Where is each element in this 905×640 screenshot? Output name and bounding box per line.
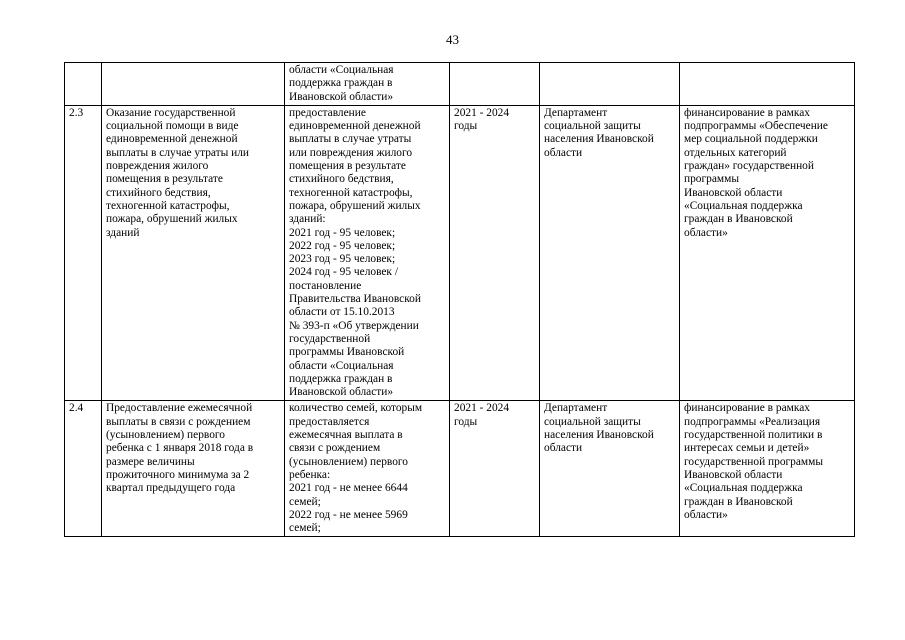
cell-text-line: пожара, обрушений жилых bbox=[289, 199, 421, 212]
period-cell bbox=[450, 105, 540, 401]
row-number-cell bbox=[65, 401, 102, 537]
cell-text-line: зданий: bbox=[289, 213, 326, 226]
page-number: 43 bbox=[446, 32, 459, 47]
cell-text-line: или повреждения жилого bbox=[289, 146, 413, 159]
cell-text-line: области» bbox=[684, 226, 728, 239]
cell-text-line: 2.3 bbox=[69, 106, 84, 119]
cell-text-line: ребенка: bbox=[289, 468, 331, 481]
table-row bbox=[65, 63, 855, 106]
cell-text-line: № 393-п «Об утверждении bbox=[289, 319, 419, 332]
cell-text-line: ежемесячная выплата в bbox=[289, 429, 403, 442]
cell-text-line: единовременной денежной bbox=[106, 133, 238, 146]
cell-text-line: подпрограммы «Реализация bbox=[684, 415, 821, 428]
table-row bbox=[65, 401, 855, 537]
cell-text-line: техногенной катастрофы, bbox=[289, 186, 413, 199]
cell-text-line: социальной помощи в виде bbox=[106, 120, 239, 133]
cell-text-line: Оказание государственной bbox=[106, 106, 236, 119]
cell-text-line: граждан в Ивановской bbox=[684, 495, 793, 508]
funding-source-cell bbox=[680, 63, 855, 106]
cell-text-line: Ивановской области» bbox=[289, 90, 394, 103]
cell-text-line: семей; bbox=[289, 522, 321, 535]
cell-text-line: Ивановской области bbox=[684, 468, 783, 481]
cell-text-line: Департамент bbox=[544, 106, 608, 119]
cell-text-line: граждан в Ивановской bbox=[684, 213, 793, 226]
cell-text-line: единовременной денежной bbox=[289, 120, 421, 133]
cell-text-line: прожиточного минимума за 2 bbox=[106, 468, 250, 481]
period-cell bbox=[450, 401, 540, 537]
funding-source-cell bbox=[680, 105, 855, 401]
cell-text-line: (усыновлением) первого bbox=[289, 455, 408, 468]
measure-cell bbox=[102, 63, 285, 106]
cell-text-line: предоставление bbox=[289, 106, 366, 119]
cell-text-line: мер социальной поддержки bbox=[684, 133, 818, 146]
cell-text-line: области «Социальная bbox=[289, 64, 394, 76]
cell-text-line: стихийного бедствия, bbox=[289, 173, 394, 186]
cell-text-line: семей; bbox=[289, 495, 321, 508]
cell-text-line: области bbox=[544, 146, 583, 159]
cell-text-line: области «Социальная bbox=[289, 359, 394, 372]
cell-text-line: финансирование в рамках bbox=[684, 106, 810, 119]
cell-text-line: программы bbox=[684, 173, 739, 186]
executor-cell bbox=[540, 401, 680, 537]
cell-text-line: годы bbox=[454, 120, 478, 133]
cell-text-line: 2022 год - 95 человек; bbox=[289, 239, 396, 252]
cell-text-line: области» bbox=[684, 508, 728, 521]
cell-text-line: населения Ивановской bbox=[544, 133, 654, 146]
indicator-cell bbox=[285, 63, 450, 106]
indicator-cell bbox=[285, 105, 450, 401]
cell-text-line: Департамент bbox=[544, 402, 608, 415]
cell-text-line: государственной программы bbox=[684, 455, 824, 468]
cell-text-line: 2024 год - 95 человек / bbox=[289, 266, 398, 279]
cell-text-line: государственной bbox=[289, 332, 371, 345]
cell-text-line: 2021 - 2024 bbox=[454, 402, 510, 415]
cell-text-line: помещения в результате bbox=[289, 160, 406, 173]
cell-text-line: (усыновлением) первого bbox=[106, 429, 225, 442]
cell-text-line: 2022 год - не менее 5969 bbox=[289, 508, 408, 521]
cell-text-line: Правительства Ивановской bbox=[289, 293, 421, 306]
table-row bbox=[65, 105, 855, 401]
cell-text-line: постановление bbox=[289, 279, 362, 292]
cell-text-line: поддержка граждан в bbox=[289, 372, 393, 385]
cell-text-line: 2021 - 2024 bbox=[454, 106, 510, 119]
cell-text-line: социальной защиты bbox=[544, 415, 641, 428]
cell-text-line: области от 15.10.2013 bbox=[289, 306, 395, 319]
cell-text-line: выплаты в случае утраты или bbox=[106, 146, 250, 159]
cell-text-line: «Социальная поддержка bbox=[684, 199, 803, 212]
cell-text-line: 2021 год - 95 человек; bbox=[289, 226, 396, 239]
cell-text-line: техногенной катастрофы, bbox=[106, 199, 230, 212]
cell-text-line: Предоставление ежемесячной bbox=[106, 402, 253, 415]
cell-text-line: социальной защиты bbox=[544, 120, 641, 133]
funding-source-cell bbox=[680, 401, 855, 537]
cell-text-line: размере величины bbox=[106, 455, 195, 468]
cell-text-line: Ивановской области» bbox=[289, 386, 394, 399]
cell-text-line: ребенка с 1 января 2018 года в bbox=[106, 442, 254, 455]
cell-text-line: выплаты в случае утраты bbox=[289, 133, 412, 146]
measures-table bbox=[64, 62, 855, 537]
cell-text-line: предоставляется bbox=[289, 415, 370, 428]
cell-text-line: повреждения жилого bbox=[106, 160, 209, 173]
cell-text-line: граждан» государственной bbox=[684, 160, 814, 173]
cell-text-line: Ивановской области bbox=[684, 186, 783, 199]
cell-text-line: количество семей, которым bbox=[289, 402, 423, 415]
indicator-cell bbox=[285, 401, 450, 537]
cell-text-line: программы Ивановской bbox=[289, 346, 405, 359]
cell-text-line: интересах семьи и детей» bbox=[684, 442, 810, 455]
cell-text-line: выплаты в связи с рождением bbox=[106, 415, 251, 428]
executor-cell bbox=[540, 63, 680, 106]
cell-text-line: помещения в результате bbox=[106, 173, 223, 186]
row-number-cell bbox=[65, 63, 102, 106]
cell-text-line: области bbox=[544, 442, 583, 455]
cell-text-line: пожара, обрушений жилых bbox=[106, 213, 238, 226]
row-number-cell bbox=[65, 105, 102, 401]
cell-text-line: населения Ивановской bbox=[544, 429, 654, 442]
cell-text-line: государственной политики в bbox=[684, 429, 823, 442]
cell-text-line: связи с рождением bbox=[289, 442, 381, 455]
cell-text-line: 2021 год - не менее 6644 bbox=[289, 482, 408, 495]
cell-text-line: отдельных категорий bbox=[684, 146, 787, 159]
cell-text-line: подпрограммы «Обеспечение bbox=[684, 120, 828, 133]
cell-text-line: поддержка граждан в bbox=[289, 77, 393, 90]
cell-text-line: «Социальная поддержка bbox=[684, 482, 803, 495]
executor-cell bbox=[540, 105, 680, 401]
period-cell bbox=[450, 63, 540, 106]
cell-text-line: квартал предыдущего года bbox=[106, 482, 236, 495]
cell-text-line: годы bbox=[454, 415, 478, 428]
cell-text-line: зданий bbox=[106, 226, 140, 239]
cell-text-line: 2.4 bbox=[69, 402, 84, 415]
measure-cell bbox=[102, 105, 285, 401]
cell-text-line: финансирование в рамках bbox=[684, 402, 810, 415]
cell-text-line: стихийного бедствия, bbox=[106, 186, 211, 199]
measure-cell bbox=[102, 401, 285, 537]
cell-text-line: 2023 год - 95 человек; bbox=[289, 253, 396, 266]
